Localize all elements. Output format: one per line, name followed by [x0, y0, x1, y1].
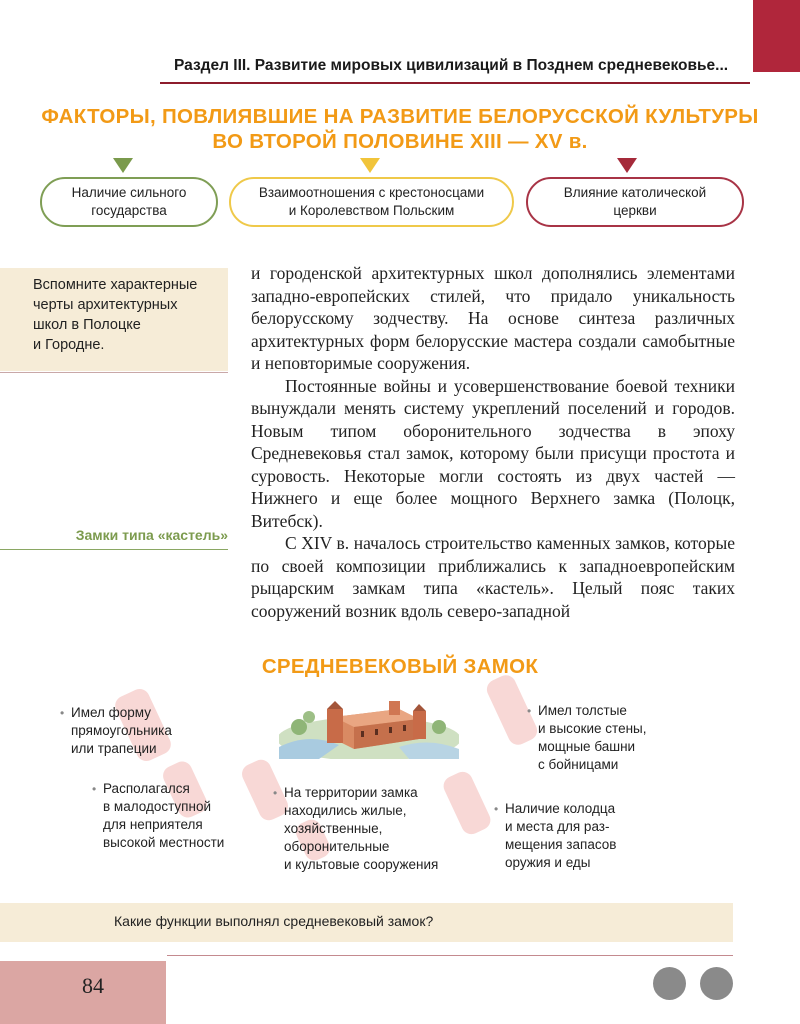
recall-note: [0, 268, 228, 371]
castle-label-rule: [0, 549, 228, 550]
bullet-line: и культовые сооружения: [284, 857, 439, 872]
bullet-icon: •: [273, 786, 278, 800]
castle-feature-shape: [60, 704, 172, 758]
bullet-line: Имел форму: [71, 705, 151, 720]
bullet-icon: •: [494, 802, 499, 816]
bullet-line: оборонительные: [284, 839, 390, 854]
bullet-line: для неприятеля: [103, 817, 203, 832]
bullet-icon: •: [60, 706, 65, 720]
factor-text: Взаимоотношения с крестоносцами: [258, 185, 485, 200]
factor-crusaders-poland: [229, 177, 514, 227]
factor-catholic-church: [526, 177, 744, 227]
note-line: Вспомните характерные: [33, 277, 198, 293]
bullet-line: Имел толстые: [538, 703, 627, 718]
bullet-line: хозяйственные,: [284, 821, 383, 836]
factor-strong-state: [40, 177, 218, 227]
bullet-line: высокой местности: [103, 835, 225, 850]
bullet-line: На территории замка: [284, 785, 418, 800]
castle-illustration: [279, 687, 459, 759]
note-line: и Городне.: [33, 337, 105, 353]
factor-text: Наличие сильного: [71, 185, 187, 200]
castle-type-label: Замки типа «кастель»: [75, 527, 228, 543]
footer-rule: [167, 955, 733, 956]
header-rule: [160, 82, 750, 84]
bullet-line: и высокие стены,: [538, 721, 647, 736]
bullet-line: оружия и еды: [505, 855, 591, 870]
factors-title-line2: ВО ВТОРОЙ ПОЛОВИНЕ XIII — XV в.: [212, 130, 588, 153]
bullet-line: с бойницами: [538, 757, 619, 772]
corner-accent: [753, 0, 800, 72]
castle-feature-buildings: [273, 784, 439, 874]
paragraph: Постоянные войны и усовершенствование боевой техники вынуждали менять систему укреплений поселений и городов. Новым типом оборонительного зодчества в эпоху Средневековья стал замок, которому были присущи простота и суровость. Некоторые могли состоять из двух частей — Нижнего и еще более мощного Верхнего замка (Полоцк, Витебск).: [251, 375, 735, 531]
red-arrow-icon: [617, 158, 637, 173]
brush-decoration: [484, 672, 541, 748]
circle-icon: [653, 967, 686, 1000]
green-arrow-icon: [113, 158, 133, 173]
castle-feature-location: [92, 780, 225, 852]
bullet-line: мощные башни: [538, 739, 636, 754]
bullet-line: и места для раз-: [505, 819, 610, 834]
castle-feature-walls: [527, 702, 647, 774]
bullet-line: Располагался: [103, 781, 190, 796]
paragraph: С XIV в. началось строительство каменных замков, которые по своей композиции приближались к западноевропейским рыцарским замкам типа «кастель». Целый пояс таких сооружений возник вдоль северо-западной: [251, 533, 735, 621]
main-body-text: [251, 262, 735, 622]
bullet-icon: •: [92, 782, 97, 796]
bullet-line: или трапеции: [71, 741, 157, 756]
section-header: Раздел III. Развитие мировых цивилизаций в Позднем средневековье...: [174, 57, 729, 74]
bullet-line: в малодоступной: [103, 799, 211, 814]
paragraph: и городенской архитектурных школ дополнялись элементами западно-европейских стилей, что придало уникальность белорусскому зодчеству. На основе синтеза различных архитектурных форм белорусские мастера создали самобытные и неповторимые сооружения.: [251, 263, 735, 373]
note-line: черты архитектурных: [33, 297, 178, 313]
bullet-line: мещения запасов: [505, 837, 617, 852]
question-text: Какие функции выполнял средневековый замок?: [114, 913, 434, 929]
factor-text: и Королевством Польским: [288, 203, 455, 218]
brush-decoration: [440, 769, 493, 838]
bullet-line: прямоугольника: [71, 723, 172, 738]
bullet-icon: •: [527, 704, 532, 718]
circle-icon: [700, 967, 733, 1000]
factor-text: Влияние католической: [563, 185, 707, 200]
factor-text: церкви: [613, 203, 657, 218]
medieval-castle-title: СРЕДНЕВЕКОВЫЙ ЗАМОК: [261, 655, 539, 678]
factor-text: государства: [91, 203, 167, 218]
page-number: 84: [82, 973, 104, 998]
note-line: школ в Полоцке: [33, 317, 141, 333]
castle-feature-well: [494, 800, 617, 872]
factors-title: [20, 104, 780, 154]
note-divider: [0, 372, 228, 373]
bullet-line: находились жилые,: [284, 803, 407, 818]
bullet-line: Наличие колодца: [505, 801, 616, 816]
factors-title-line1: ФАКТОРЫ, ПОВЛИЯВШИЕ НА РАЗВИТИЕ БЕЛОРУССКОЙ КУЛЬТУРЫ: [41, 105, 759, 128]
yellow-arrow-icon: [360, 158, 380, 173]
